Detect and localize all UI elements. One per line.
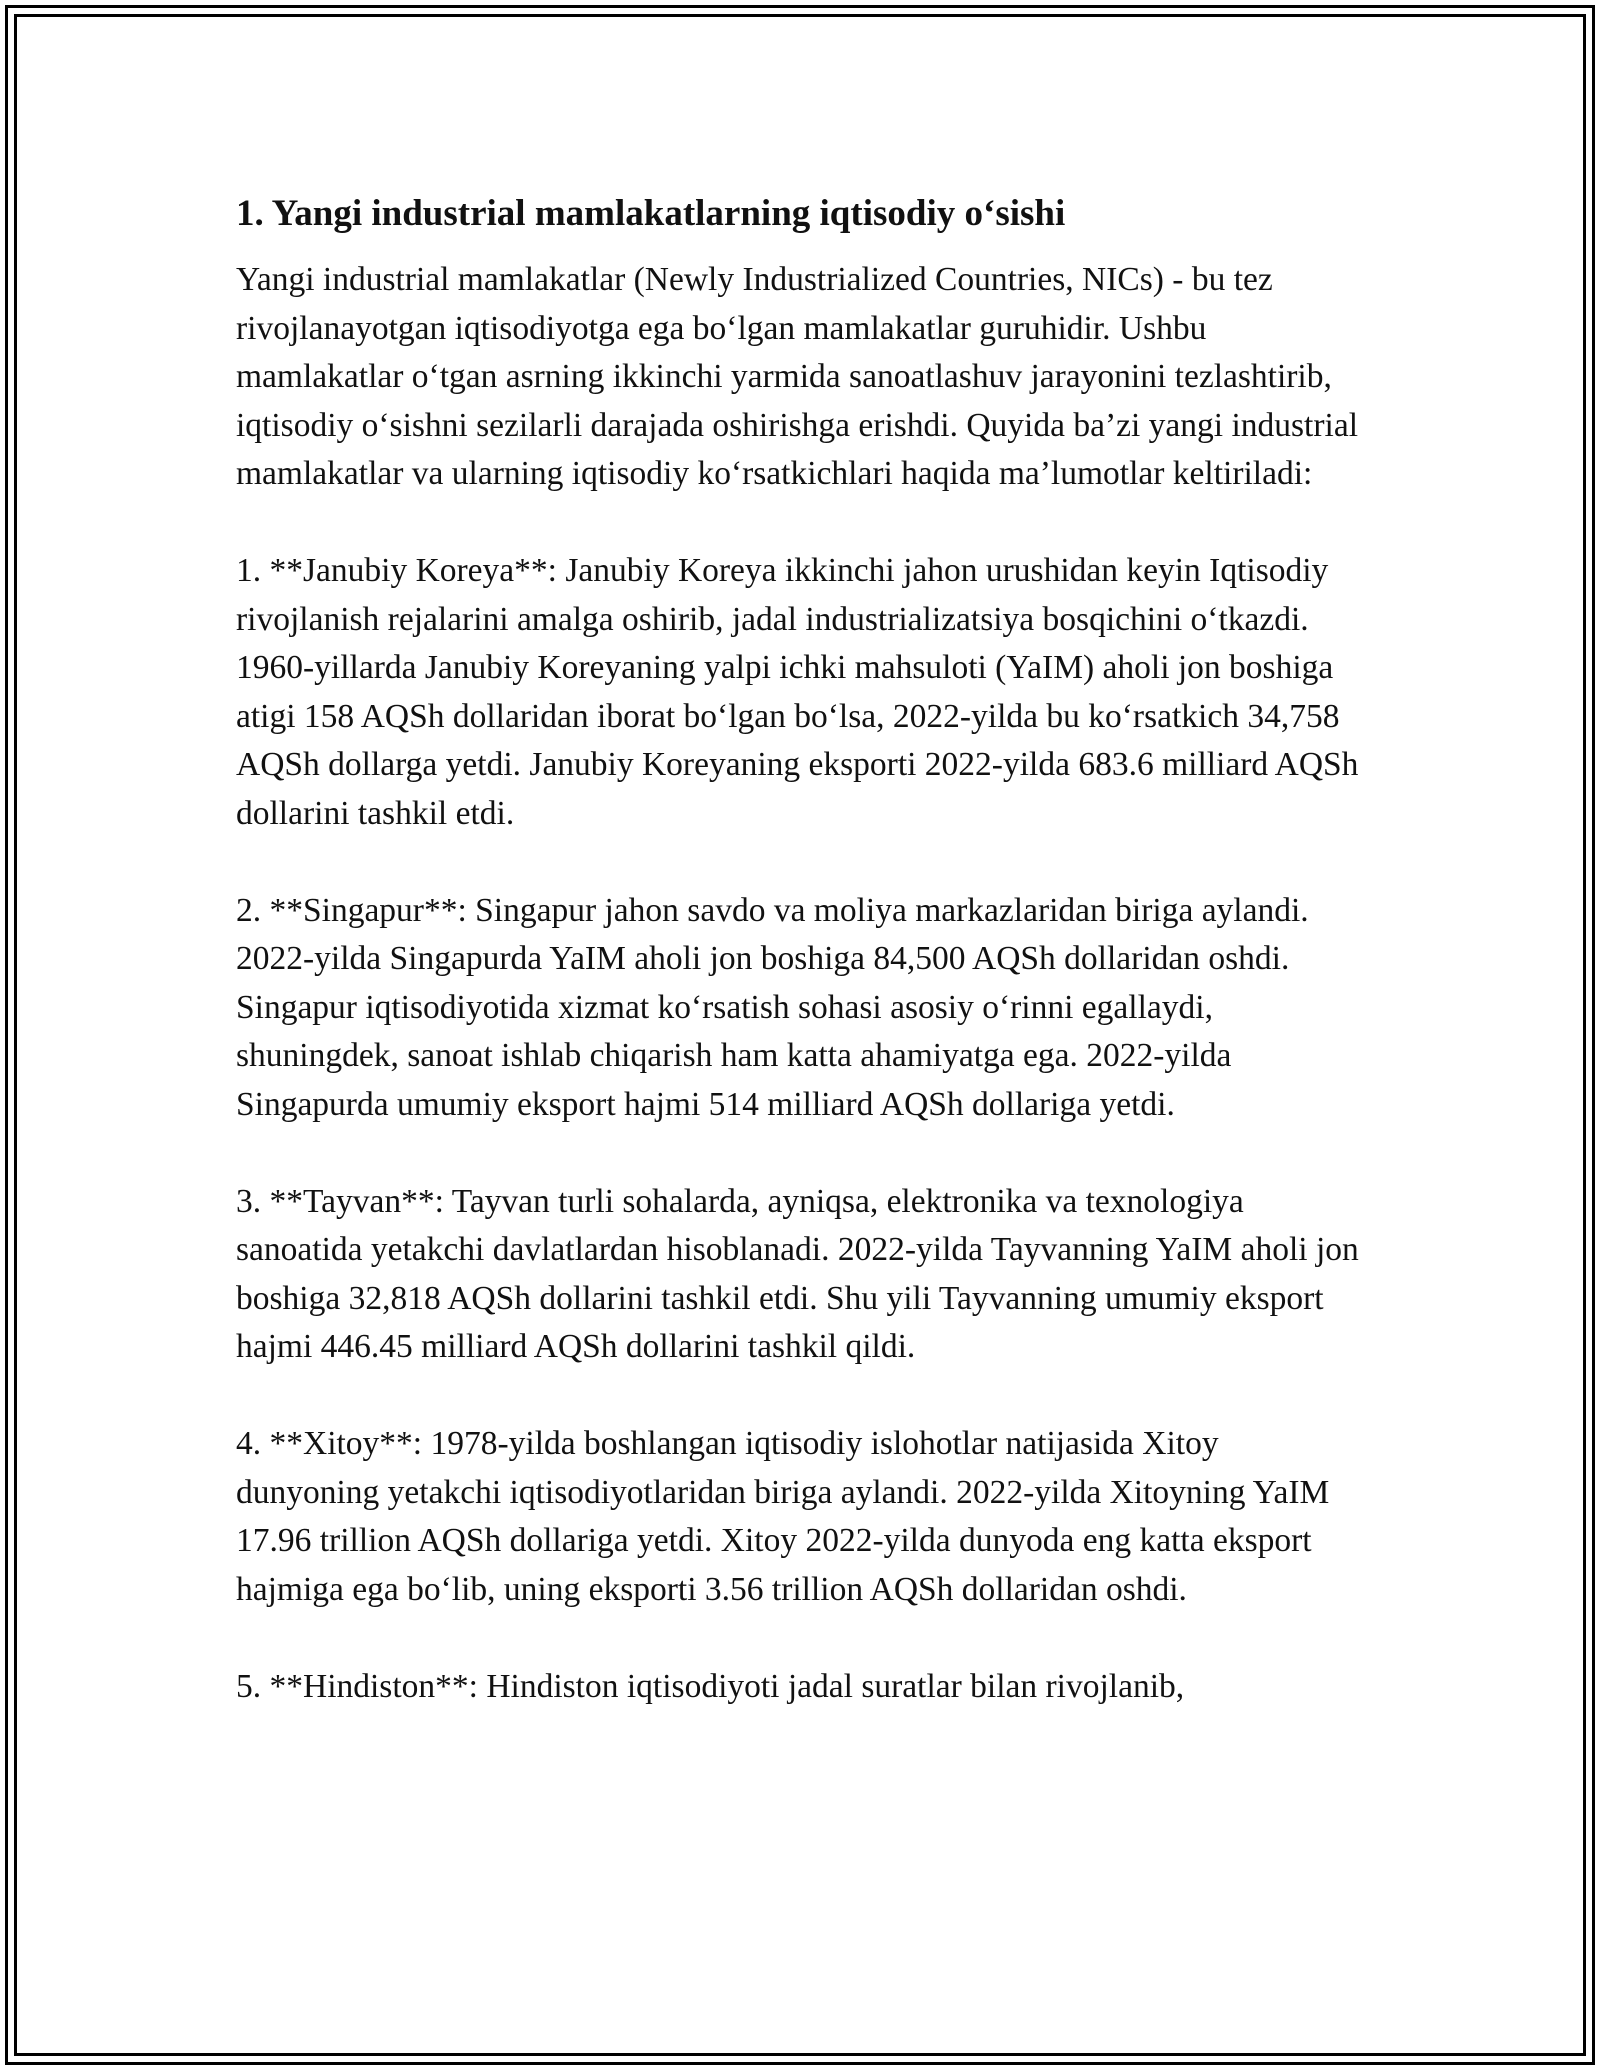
- paragraph-singapore: 2. **Singapur**: Singapur jahon savdo va moliya markazlaridan biriga aylandi. 2022-yilda Singapurda YaIM aholi jon boshiga 84,500 AQSh dollaridan oshdi. Singapur iqtisodiyotida xizmat ko‘rsatish sohasi asosiy o‘rinni egallaydi, shuningdek, sanoat ishlab chiqarish ham katta ahamiyatga ega. 2022-yilda Singapurda umumiy eksport hajmi 514 milliard AQSh dollariga yetdi.: [236, 891, 1309, 1123]
- paragraph-china: 4. **Xitoy**: 1978-yilda boshlangan iqtisodiy islohotlar natijasida Xitoy dunyoning yetakchi iqtisodiyotlaridan biriga aylandi. 2022-yilda Xitoyning YaIM 17.96 trillion AQSh dollariga yetdi. Xitoy 2022-yilda dunyoda eng katta eksport hajmiga ega bo‘lib, uning eksporti 3.56 trillion AQSh dollaridan oshdi.: [236, 1425, 1330, 1608]
- intro-paragraph: Yangi industrial mamlakatlar (Newly Industrialized Countries, NICs) - bu tez rivojlanayotgan iqtisodiyotga ega bo‘lgan mamlakatlar guruhidir. Ushbu mamlakatlar o‘tgan asrning ikkinchi yarmida sanoatlashuv jarayonini tezlashtirib, iqtisodiy o‘sishni sezilarli darajada oshirishga erishdi. Quyida ba’zi yangi industrial mamlakatlar va ularning iqtisodiy ko‘rsatkichlari haqida ma’lumotlar keltiriladi:: [236, 261, 1359, 492]
- section-heading: 1. Yangi industrial mamlakatlarning iqtisodiy o‘sishi: [236, 193, 1066, 234]
- document-body: [236, 190, 1366, 1711]
- paragraph-south-korea: 1. **Janubiy Koreya**: Janubiy Koreya ikkinchi jahon urushidan keyin Iqtisodiy rivojlanish rejalarini amalga oshirib, jadal industrializatsiya bosqichini o‘tkazdi. 1960-yillarda Janubiy Koreyaning yalpi ichki mahsuloti (YaIM) aholi jon boshiga atigi 158 AQSh dollaridan iborat bo‘lgan bo‘lsa, 2022-yilda bu ko‘rsatkich 34,758 AQSh dollarga yetdi. Janubiy Koreyaning eksporti 2022-yilda 683.6 milliard AQSh dollarini tashkil etdi.: [236, 552, 1359, 832]
- paragraph-india: 5. **Hindiston**: Hindiston iqtisodiyoti jadal suratlar bilan rivojlanib,: [236, 1667, 1185, 1705]
- paragraph-taiwan: 3. **Tayvan**: Tayvan turli sohalarda, ayniqsa, elektronika va texnologiya sanoatida yetakchi davlatlardan hisoblanadi. 2022-yilda Tayvanning YaIM aholi jon boshiga 32,818 AQSh dollarini tashkil etdi. Shu yili Tayvanning umumiy eksport hajmi 446.45 milliard AQSh dollarini tashkil qildi.: [236, 1182, 1359, 1365]
